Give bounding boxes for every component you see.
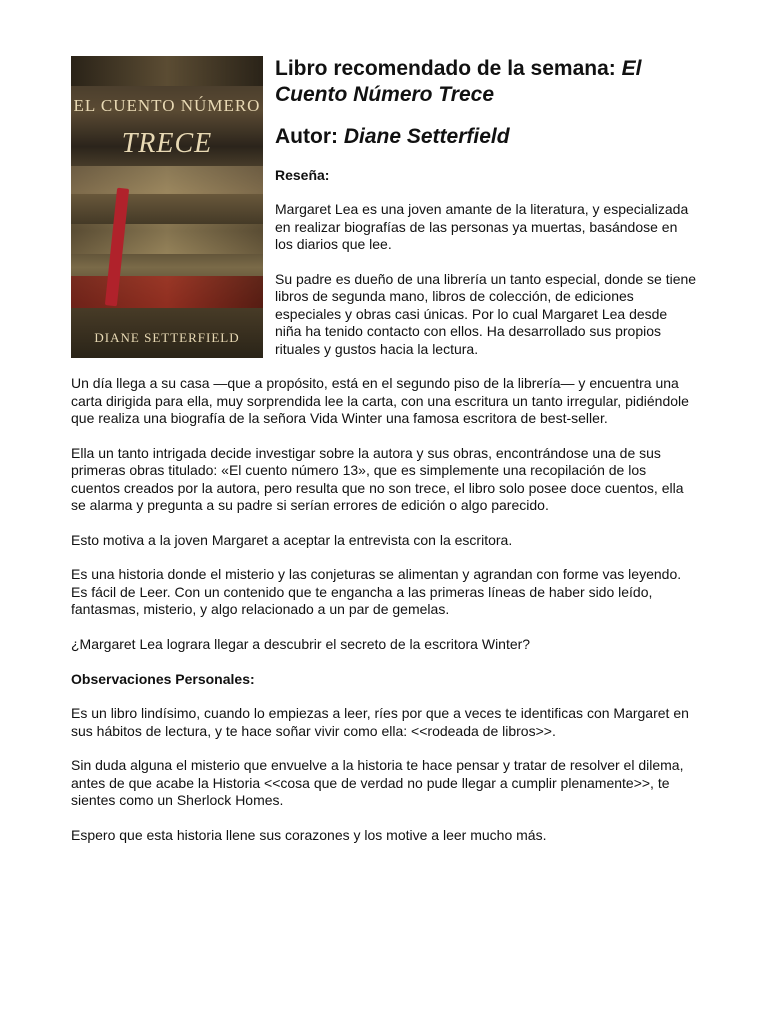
cover-title-line2: TRECE [121, 128, 213, 159]
review-label: Reseña: [275, 167, 330, 183]
observation-paragraph: Espero que esta historia llene sus corazones y los motive a leer mucho más. [71, 826, 547, 843]
cover-decoration [71, 166, 263, 194]
title-prefix: Libro recomendado de la semana: [275, 57, 622, 80]
observation-paragraph: Sin duda alguna el misterio que envuelve a la historia te hace pensar y tratar de resolver el dilema, antes de que acabe la Historia <<cosa que de verdad no pude llegar a cumplir plenamente>>, te sientes como un Sherlock Homes. [71, 757, 684, 808]
cover-decoration [71, 224, 263, 254]
observations-label: Observaciones Personales: [71, 671, 255, 687]
cover-decoration [71, 56, 263, 86]
book-title: El Cuento Número Trece [275, 57, 642, 106]
cover-title-line1: EL CUENTO NÚMERO [73, 96, 261, 115]
cover-author: DIANE SETTERFIELD [94, 330, 240, 345]
document-page [71, 56, 697, 861]
review-paragraph: Margaret Lea es una joven amante de la literatura, y especializada en realizar biografías de las personas ya muertas, basándose en los diarios que lee. [275, 201, 689, 252]
observation-paragraph: Es un libro lindísimo, cuando lo empiezas a leer, ríes por que a veces te identificas con Margaret en sus hábitos de lectura, y te hace soñar vivir como ella: <<rodeada de libros>>. [71, 705, 689, 739]
review-paragraph: Esto motiva a la joven Margaret a aceptar la entrevista con la escritora. [71, 531, 513, 548]
author-name: Diane Setterfield [343, 125, 510, 148]
review-paragraph: Su padre es dueño de una librería un tanto especial, donde se tiene libros de segunda mano, libros de colección, de ediciones especiales y obras casi únicas. Por lo cual Margaret Lea desde niña ha tenido contacto con ellos. Ha desarrollado sus propios rituales y gustos hacia la lectura. [275, 270, 697, 357]
cover-decoration [71, 276, 263, 308]
author-label: Autor: [275, 125, 344, 148]
review-paragraph: ¿Margaret Lea lograra llegar a descubrir el secreto de la escritora Winter? [71, 635, 531, 652]
book-cover-image [71, 56, 263, 358]
review-paragraph: Un día llega a su casa —que a propósito, está en el segundo piso de la librería— y encuentra una carta dirigida para ella, muy sorprendida lee la carta, con una escritura un tanto irregular, pidiéndole que realiza una biografía de la señora Vida Winter una famosa escritora de best-seller. [71, 375, 689, 426]
review-paragraph: Ella un tanto intrigada decide investigar sobre la autora y sus obras, encontrándose una de sus primeras obras titulado: «El cuento número 13», que es simplemente una recopilación de los cuentos creados por la autora, pero resulta que no son trece, el libro solo posee doce cuentos, ella se alarma y pregunta a su padre si serían errores de edición o algo parecido. [71, 444, 684, 513]
review-paragraph: Es una historia donde el misterio y las conjeturas se alimentan y agrandan con forme vas leyendo. Es fácil de Leer. Con un contenido que te engancha a las primeras líneas de haber sido leído, fantasmas, misterio, y algo relacionado a un par de gemelas. [71, 566, 682, 617]
